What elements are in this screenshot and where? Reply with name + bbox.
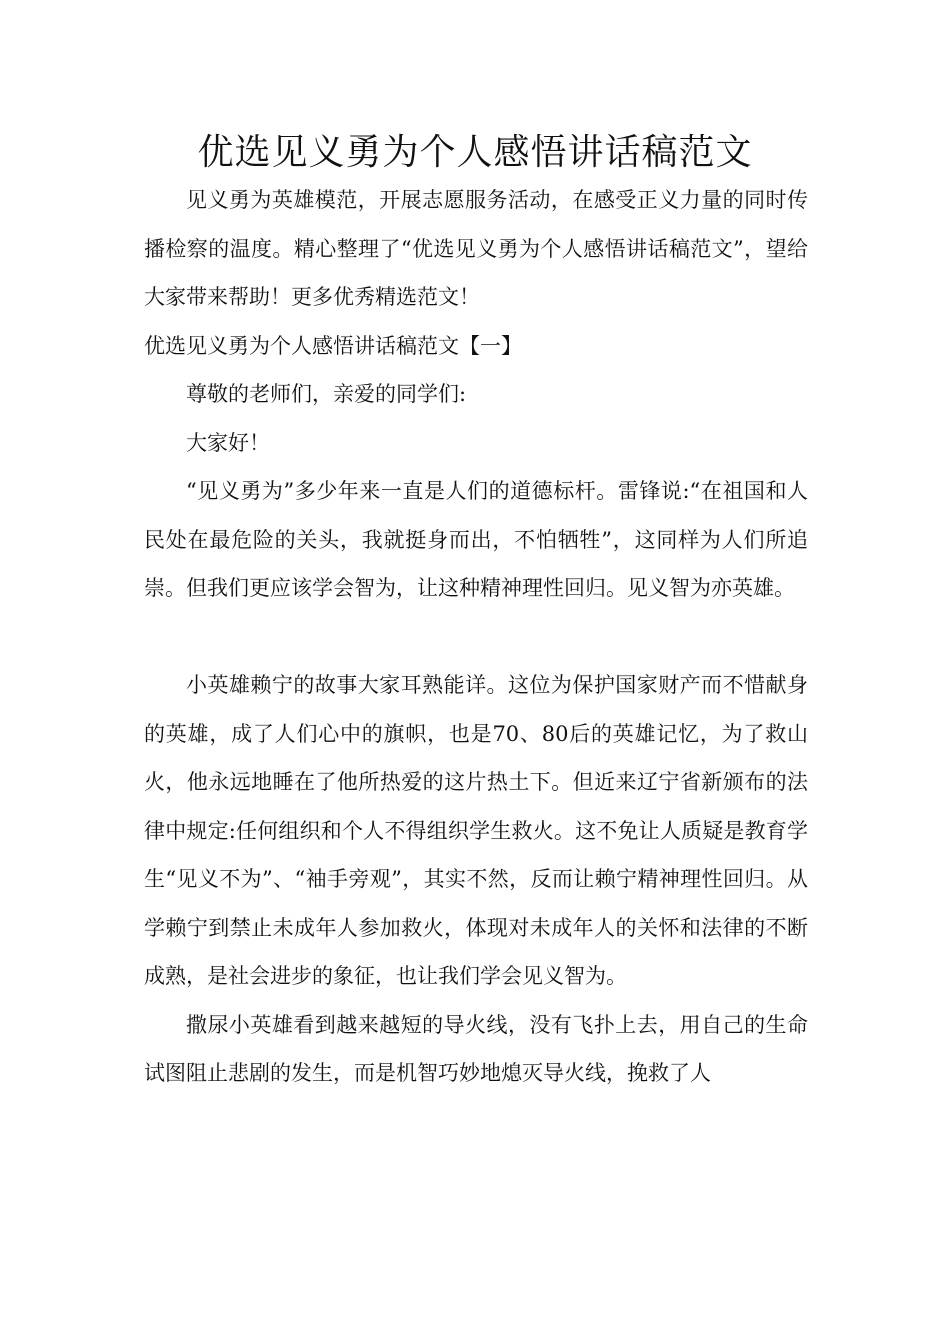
body-paragraph: “见义勇为”多少年来一直是人们的道德标杆。雷锋说:“在祖国和人民处在最危险的关头，我就挺身而出，不怕牺牲”，这同样为人们所追崇。但我们更应该学会智为，让这种精神理性回归。见义智为亦英雄。 [144, 479, 808, 600]
blank-line [144, 613, 808, 662]
document-body [144, 176, 808, 1098]
salutation: 尊敬的老师们，亲爱的同学们: [186, 382, 467, 406]
body-paragraph: 撒尿小英雄看到越来越短的导火线，没有飞扑上去，用自己的生命试图阻止悲剧的发生，而是机智巧妙地熄灭导火线，挽救了人 [144, 1012, 808, 1085]
intro-paragraph: 见义勇为英雄模范，开展志愿服务活动，在感受正义力量的同时传播检察的温度。精心整理了“优选见义勇为个人感悟讲话稿范文”，望给大家带来帮助！更多优秀精选范文！ [144, 188, 808, 309]
document-title: 优选见义勇为个人感悟讲话稿范文 [197, 132, 753, 173]
section-heading: 优选见义勇为个人感悟讲话稿范文【一】 [144, 333, 522, 358]
body-paragraph: 小英雄赖宁的故事大家耳熟能详。这位为保护国家财产而不惜献身的英雄，成了人们心中的旗帜，也是70、80后的英雄记忆，为了救山火，他永远地睡在了他所热爱的这片热土下。但近来辽宁省新颁布的法律中规定:任何组织和个人不得组织学生救火。这不免让人质疑是教育学生“见义不为”、“袖手旁观”，其实不然，反而让赖宁精神理性回归。从学赖宁到禁止未成年人参加救火，体现对未成年人的关怀和法律的不断成熟，是社会进步的象征，也让我们学会见义智为。 [144, 673, 808, 988]
greeting: 大家好！ [186, 430, 270, 455]
